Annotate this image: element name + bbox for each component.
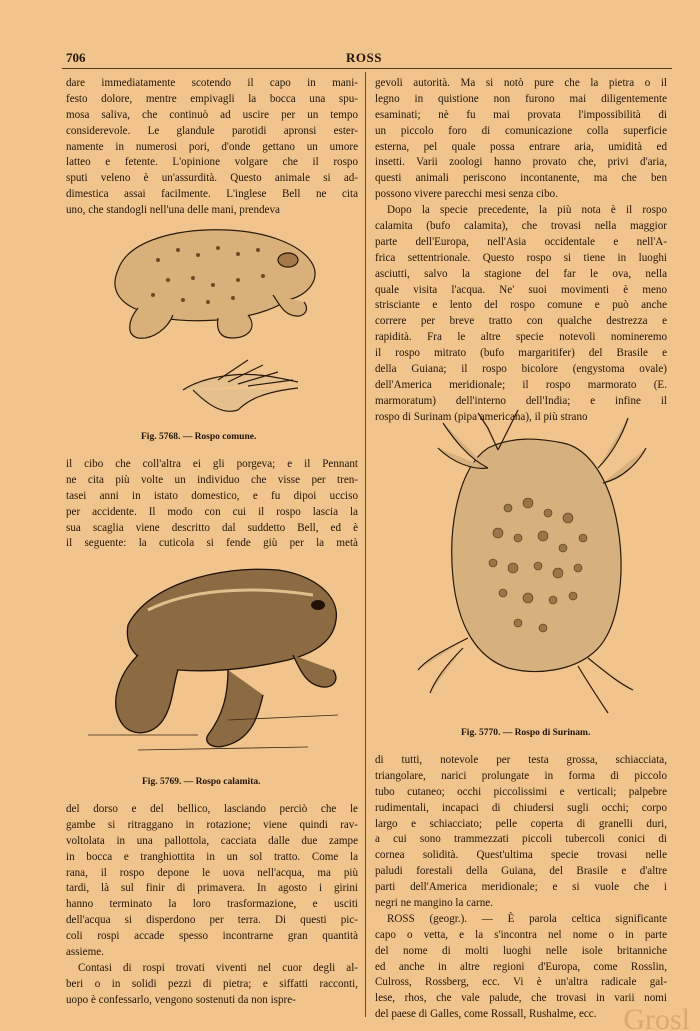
text-line: festo dolore, mentre empivagli la bocca una spu- <box>66 92 358 105</box>
text-line: per accidente. Il modo con cui il rospo lascia la <box>66 505 358 518</box>
text-line: in bocca e tranghiottita in un sol tratto. Come la <box>66 850 358 863</box>
text-line: largo e schiacciato; pelle coperta di granelli duri, <box>375 817 667 830</box>
text-line: strisciante e lento del rospo comune e può anche <box>375 299 667 312</box>
watermark: Grosl <box>623 1003 690 1031</box>
text-line: dell'America meridionale; il rospo marmorato (E. <box>375 378 667 391</box>
page-number: 706 <box>66 50 86 65</box>
text-line: negri ne mangino la carne. <box>375 897 493 910</box>
text-line: ROSS (geogr.). — È parola celtica significante <box>387 912 667 925</box>
figure-5768-common-toad <box>98 210 328 430</box>
text-line: Contasi di rospi trovati viventi nel cuor degli al- <box>78 961 358 974</box>
figure-5770-surinam-toad <box>398 408 653 723</box>
text-line: correre per breve tratto con qualche destrezza e <box>375 315 667 328</box>
text-line: insetti. Varii zoologi hanno provato che, privi d'aria, <box>375 156 667 169</box>
text-line: rana, il rospo depone le uova nell'acqua, ma più <box>66 866 358 879</box>
text-line: uopo è confessarlo, vengono sostenuti da non ispre- <box>66 993 296 1006</box>
text-line: dell'acqua si disperdono per terra. Di questi pic- <box>66 914 358 927</box>
text-line: sua scaglia viene descritto dal suddetto Bell, ed è <box>66 521 358 534</box>
text-line: parti dell'America meridionale; e si vuole che i <box>375 881 667 894</box>
text-line: asciutti, salvo la stagione del far le ova, nella <box>375 267 667 280</box>
caption-fig-5769: Fig. 5769. — Rospo calamita. <box>142 777 261 787</box>
text-line: gambe si ritraggano in rotazione; viene quindi rav- <box>66 818 358 831</box>
text-line: Dopo la specie precedente, la più nota è il rospo <box>387 204 667 217</box>
text-line: del nome di molti luoghi nelle isole britanniche <box>375 944 667 957</box>
text-line: calamita (bufo calamita), che trovasi nella maggior <box>375 220 667 233</box>
text-line: tardi, là sul finir di primavera. In agosto i girini <box>66 882 358 895</box>
text-line: Culross, Rossberg, ecc. Vi è un'altra radicale gal- <box>375 976 667 989</box>
text-line: marmoratum) dell'interno dell'India; e infine il <box>375 394 667 407</box>
text-line: ed anche in altre regioni d'Europa, come Rosslin, <box>375 960 667 973</box>
text-line: rudimentali, incapaci di chiudersi sugli occhi; corpo <box>375 801 667 814</box>
text-line: dare immediatamente scotendo il capo in mani- <box>66 77 358 89</box>
text-line: del dorso e del bellico, lasciando perciò che le <box>66 803 358 815</box>
caption-fig-5770: Fig. 5770. — Rospo di Surinam. <box>461 728 591 738</box>
text-line: un piccolo foro di comunicazione colla superficie <box>375 124 667 137</box>
text-line: voltolata in una pallottola, cacciata dalle due zampe <box>66 834 358 847</box>
text-line: beri o in solidi pezzi di pietra; e siffatti racconti, <box>66 977 358 990</box>
text-line: considerevole. Le glandule parotidi apronsi ester- <box>66 124 358 137</box>
left-text-block-1 <box>66 76 358 219</box>
right-text-block-2 <box>375 753 667 1023</box>
text-line: paludi forestali della Guiana, del Brasile e d'altre <box>375 865 667 878</box>
text-line: lese, rhos, che vale palude, che trovasi in varii nomi <box>375 992 667 1005</box>
left-text-block-3 <box>66 802 358 1009</box>
text-line: hanno terminato la loro trasformazione, e usciti <box>66 898 358 911</box>
text-line: namente in numerosi pori, d'onde gettano un umore <box>66 140 358 153</box>
text-line: uno, che standogli nell'una delle mani, prendeva <box>66 204 280 217</box>
text-line: rospo di Surinam (pipa americana), il più strano <box>375 410 588 423</box>
text-line: tasei anni in istato domestico, e fu dipoi ucciso <box>66 489 358 502</box>
text-line: il seguente: la cuticola si fende giù per la metà <box>66 537 358 550</box>
text-line: il rospo mitrato (bufo margaritifer) del Brasile e <box>375 347 667 360</box>
text-line: latteo e fetente. L'opinione volgare che il rospo <box>66 156 358 169</box>
text-line: della Guiana; il rospo bicolore (engystoma ovale) <box>375 363 667 376</box>
text-line: dimestica assai facilmente. L'inglese Bell ne cita <box>66 188 358 201</box>
text-line: a cui sono trammezzati piccoli tubercoli conici di <box>375 833 667 846</box>
text-line: questi animali periscono incontanente, ma che ben <box>375 172 667 185</box>
text-line: possono vivere parecchi mesi senza cibo. <box>375 188 558 201</box>
text-line: parte dell'Europa, nell'Asia occidentale e nell'A- <box>375 235 667 248</box>
text-line: ne cita più volte un individuo che visse per tren- <box>66 473 358 486</box>
header-rule <box>62 68 672 69</box>
text-line: coli rospi accade spesso incontrarne gran quantità <box>66 930 358 943</box>
text-line: cornea solidità. Quest'ultima specie trovasi nelle <box>375 849 667 862</box>
text-line: rapidità. Fra le altre specie notevoli nomineremo <box>375 331 667 344</box>
text-line: legno in quistione non furono mai diligentemente <box>375 92 667 105</box>
text-line: frica settentrionale. Questo rospo si tiene in luoghi <box>375 251 667 264</box>
figure-5769-natterjack-toad <box>78 555 348 765</box>
text-line: esaminati; nè fu mai provata l'impossibilità di <box>375 108 667 121</box>
caption-fig-5768: Fig. 5768. — Rospo comune. <box>141 432 257 442</box>
text-line: mosa saliva, che continuò ad uscire per un tempo <box>66 108 358 121</box>
running-title: ROSS <box>346 50 382 65</box>
text-line: esterna, pel quale possa entrare aria, umidità ed <box>375 140 667 153</box>
text-line: gevoli autorità. Ma si notò pure che la pietra o il <box>375 77 667 89</box>
text-line: tubo cutaneo; occhi piccolissimi e verticali; palpebre <box>375 785 667 798</box>
text-line: capo o vetta, e la s'incontra nel nome o in parte <box>375 928 667 941</box>
text-line: sputi veleno è un'assurdità. Questo animale si ad- <box>66 172 358 185</box>
text-line: di tutti, notevole per testa grossa, schiacciata, <box>375 754 667 766</box>
text-line: triangolare, narici prolungate in forma di piccolo <box>375 769 667 782</box>
left-text-block-2 <box>66 457 358 552</box>
right-text-block-1 <box>375 76 667 426</box>
text-line: il cibo che coll'altra ei gli porgeva; e il Pennant <box>66 458 358 470</box>
text-line: assieme. <box>66 946 104 959</box>
text-line: quale visita l'acqua. Ne' suoi movimenti è meno <box>375 283 667 296</box>
column-divider <box>365 72 366 1017</box>
text-line: del paese di Galles, come Rossall, Rushalme, ecc. <box>375 1008 597 1021</box>
